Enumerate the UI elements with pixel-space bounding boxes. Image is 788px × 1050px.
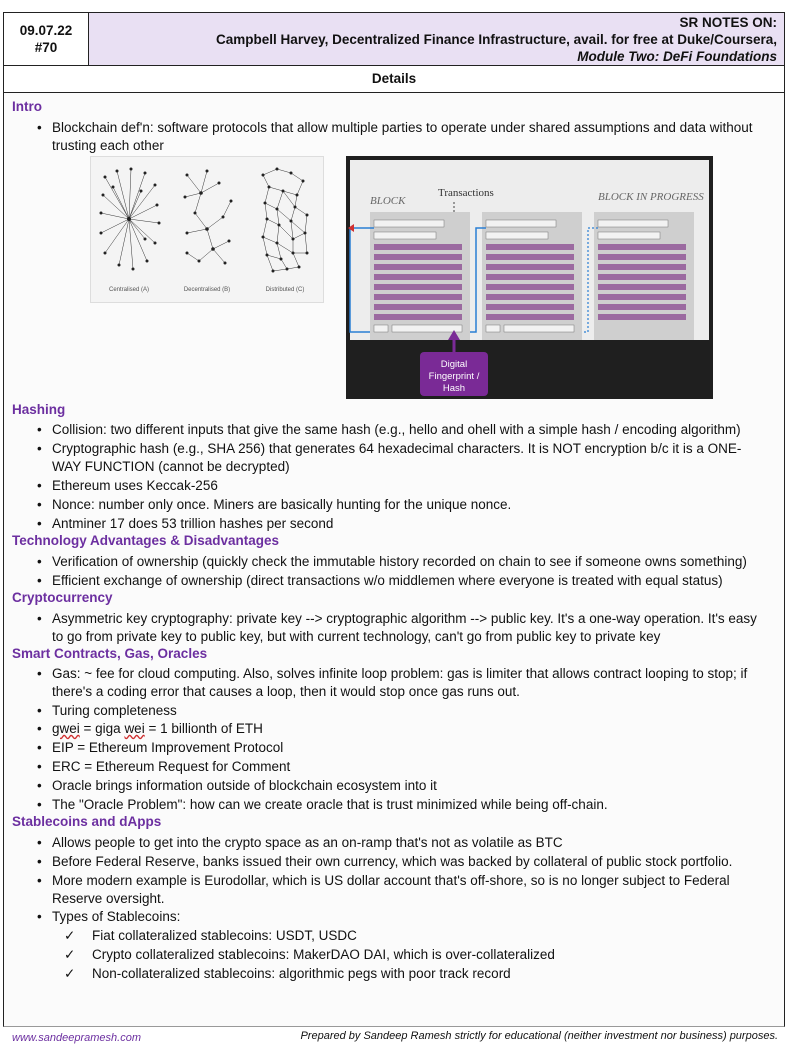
list-item: • Turing completeness — [52, 702, 762, 720]
check-item-text: Fiat collateralized stablecoins: USDT, USDC — [92, 928, 357, 943]
note-date: 09.07.22 — [19, 23, 73, 38]
section-hashing: Hashing — [12, 402, 66, 417]
list-item: • Efficient exchange of ownership (direct transactions w/o middlemen where everyone is treated with equal status) — [52, 572, 762, 590]
block-label: BLOCK — [370, 195, 406, 207]
blockchain-blocks-drawing — [346, 156, 713, 399]
gwei-term: gwei — [52, 721, 80, 736]
list-item: • Allows people to get into the crypto space as an on-ramp that's not as volatile as BTC — [52, 834, 762, 852]
note-number: #70 — [34, 40, 58, 55]
network-topology-figure — [90, 156, 324, 303]
list-item: • Asymmetric key cryptography: private key --> cryptographic algorithm --> public key. It's a one-way operation. It's easy to go from private key to public key, but with current technology, can't go from public key to private key — [52, 610, 762, 645]
title-box — [89, 13, 784, 65]
fingerprint-label-line2: Fingerprint / — [428, 371, 480, 382]
list-item: • Before Federal Reserve, banks issued their own currency, which was backed by collateral of public stock portfolio. — [52, 853, 762, 871]
list-item-gwei — [52, 720, 762, 738]
fingerprint-label-line1: Digital — [440, 359, 468, 370]
details-heading: Details — [3, 66, 785, 93]
list-item: • Cryptographic hash (e.g., SHA 256) that generates 64 hexadecimal characters. It is NOT encryption b/c it is a ONE-WAY FUNCTION (cannot be decrypted) — [52, 440, 762, 475]
check-item-text: Non-collateralized stablecoins: algorithmic pegs with poor track record — [92, 966, 511, 981]
list-item: • Gas: ~ fee for cloud computing. Also, solves infinite loop problem: gas is limiter that allows contract looping to stop; if there's a coding error that causes a loop, then it would stop once gas runs out. — [52, 665, 762, 700]
check-item-text: Crypto collateralized stablecoins: MakerDAO DAI, which is over-collateralized — [92, 947, 555, 962]
block-1 — [370, 212, 470, 340]
checkmark-icon: ✓ — [64, 966, 76, 981]
course-subtitle: Campbell Harvey, Decentralized Finance Infrastructure, avail. for free at Duke/Coursera, — [216, 31, 777, 47]
website-link[interactable]: www.sandeepramesh.com — [12, 1032, 142, 1044]
gwei-text: = giga — [79, 721, 125, 736]
page-header — [3, 12, 785, 66]
blockchain-blocks-figure — [346, 156, 713, 399]
notes-content — [3, 93, 785, 1027]
caption-distributed: Distributed (C) — [265, 287, 305, 293]
section-stablecoins: Stablecoins and dApps — [12, 814, 162, 829]
notes-title: SR NOTES ON: — [679, 14, 777, 30]
list-item: • Nonce: number only once. Miners are basically hunting for the unique nonce. — [52, 496, 762, 514]
section-smart-contracts: Smart Contracts, Gas, Oracles — [12, 646, 208, 661]
checkmark-icon: ✓ — [64, 928, 76, 943]
block-3-in-progress — [594, 212, 694, 340]
list-item: • More modern example is Eurodollar, which is US dollar account that's off-shore, so is no longer subject to Federal Reserve oversight. — [52, 872, 762, 907]
check-item — [64, 946, 555, 964]
network-topology-drawing — [91, 157, 323, 302]
caption-decentralised: Decentralised (B) — [183, 287, 231, 293]
section-cryptocurrency: Cryptocurrency — [12, 590, 113, 605]
list-item: • Blockchain def'n: software protocols that allow multiple parties to operate under shared assumptions and data without trusting each other — [52, 119, 762, 154]
list-item: • Types of Stablecoins: — [52, 908, 762, 926]
list-item: • ERC = Ethereum Request for Comment — [52, 758, 762, 776]
disclaimer: Prepared by Sandeep Ramesh strictly for educational (neither investment nor business) purposes. — [300, 1030, 778, 1042]
fingerprint-label-line3: Hash — [442, 383, 466, 394]
block-2 — [482, 212, 582, 340]
wei-term: wei — [124, 721, 145, 736]
section-intro: Intro — [12, 99, 42, 114]
gwei-definition: = 1 billionth of ETH — [144, 721, 263, 736]
list-item: • Collision: two different inputs that give the same hash (e.g., hello and ohell with a simple hash / encoding algorithm) — [52, 421, 762, 439]
transactions-label: Transactions — [438, 187, 494, 199]
list-item: • Oracle brings information outside of blockchain ecosystem into it — [52, 777, 762, 795]
check-item — [64, 965, 511, 983]
list-item: • Antminer 17 does 53 trillion hashes per second — [52, 515, 762, 533]
list-item: • Verification of ownership (quickly check the immutable history recorded on chain to see if someone owns something) — [52, 553, 762, 571]
checkmark-icon: ✓ — [64, 947, 76, 962]
list-item: • Ethereum uses Keccak-256 — [52, 477, 762, 495]
caption-centralised: Centralised (A) — [108, 287, 150, 293]
section-technology: Technology Advantages & Disadvantages — [12, 533, 280, 548]
list-item: • EIP = Ethereum Improvement Protocol — [52, 739, 762, 757]
date-box — [4, 13, 89, 65]
check-item — [64, 927, 357, 945]
module-title: Module Two: DeFi Foundations — [577, 48, 777, 64]
block-in-progress-label: BLOCK IN PROGRESS — [598, 191, 704, 203]
list-item: • The "Oracle Problem": how can we create oracle that is trust minimized while being off-chain. — [52, 796, 762, 814]
